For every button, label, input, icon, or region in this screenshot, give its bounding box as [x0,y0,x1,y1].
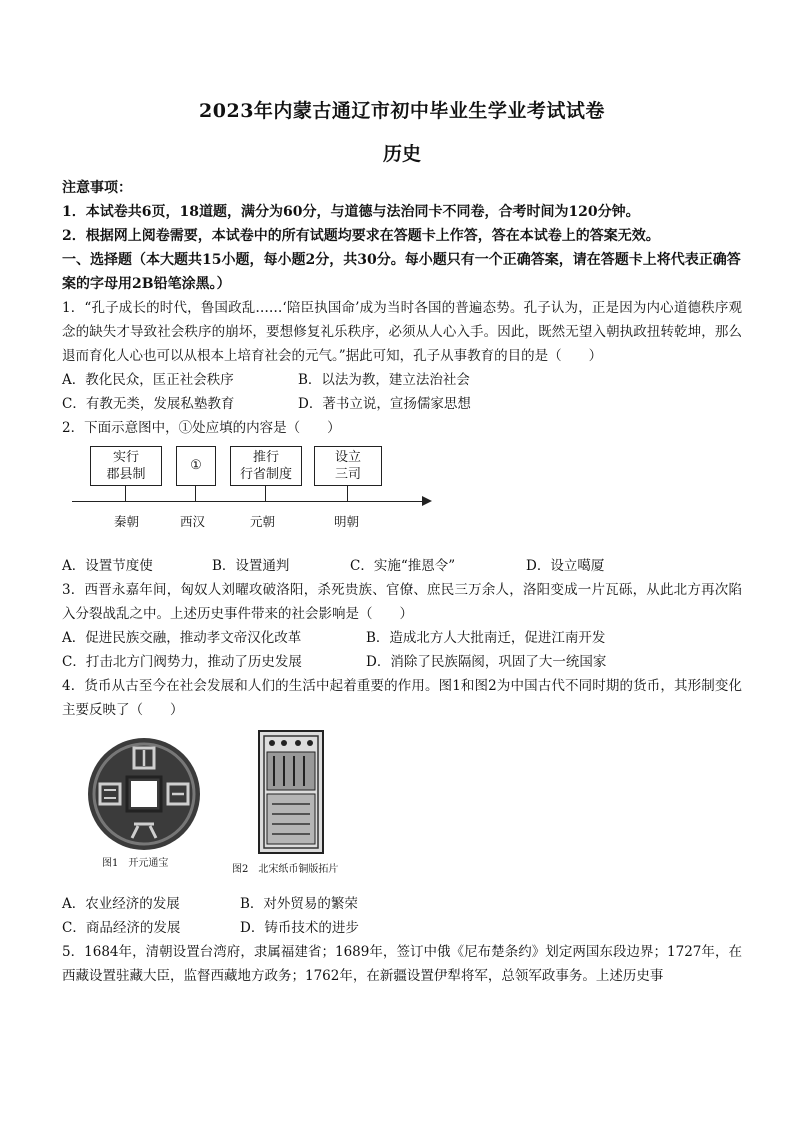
exam-title: 2023年内蒙古通辽市初中毕业生学业考试试卷 [199,100,605,122]
timeline-axis [72,501,427,502]
question-2-option-b: B．设置通判 [212,558,290,574]
question-4-options-row-1 [62,892,742,916]
timeline-stem [195,485,196,501]
question-1-option-b: B．以法为教，建立法治社会 [298,372,470,388]
question-2-option-c: C．实施“推恩令” [350,558,456,574]
timeline-box-yuan-line1: 推行 [252,450,279,465]
question-3-option-d: D．消除了民族隔阂，巩固了大一统国家 [366,654,607,670]
timeline-box-ming-line2: 三司 [334,467,361,482]
timeline-box-blank-mark: ① [190,458,202,473]
currency-figures [62,730,742,888]
timeline-box-yuan-line2: 行省制度 [239,467,292,482]
question-2-option-a: A．设置节度使 [62,558,153,574]
timeline-box-ming-line1: 设立 [334,450,361,465]
timeline-stem [125,485,126,501]
question-2-stem: 2．下面示意图中，①处应填的内容是（ ） [62,420,341,436]
timeline-arrow-icon [422,496,432,506]
timeline-label-ming: 明朝 [334,514,360,529]
figure-2-caption: 图2 北宋纸币铜版拓片 [232,864,339,875]
question-1-option-d: D．著书立说，宣扬儒家思想 [298,396,471,412]
question-1-options-row-2 [62,392,742,416]
timeline-stem [347,485,348,501]
note-item-2: 2．根据网上阅卷需要，本试卷中的所有试题均要求在答题卡上作答，答在本试卷上的答案无效。 [62,228,660,244]
figure-1-caption: 图1 开元通宝 [102,858,169,869]
question-3-option-a: A．促进民族交融，推动孝文帝汉化改革 [62,630,302,646]
question-2-option-d: D．设立噶厦 [526,558,605,574]
timeline-label-yuan: 元朝 [250,514,276,529]
timeline-box-yuan [230,446,302,486]
timeline-label-qin: 秦朝 [114,514,140,529]
question-3-option-c: C．打击北方门阀势力，推动了历史发展 [62,654,302,670]
note-item-1: 1．本试卷共6页，18道题，满分为60分，与道德与法治同卡不同卷，合考时间为120分钟。 [62,204,640,220]
timeline-box-blank [176,446,216,486]
question-1-option-c: C．有教无类，发展私塾教育 [62,396,235,412]
subject-title: 历史 [382,143,421,165]
question-3-options-row-2 [62,650,742,674]
question-3-options-row-1 [62,626,742,650]
question-2-options-row [62,554,742,578]
song-paper-money-plate-image [258,730,324,854]
question-4-option-c: C．商品经济的发展 [62,920,181,936]
timeline-box-ming [314,446,382,486]
timeline-box-qin [90,446,162,486]
kaiyuan-coin-image [84,734,204,854]
question-1-option-a: A．教化民众，匡正社会秩序 [62,372,234,388]
question-4-option-a: A．农业经济的发展 [62,896,180,912]
question-3-option-b: B．造成北方人大批南迁，促进江南开发 [366,630,606,646]
question-5-stem: 5．1684年，清朝设置台湾府，隶属福建省；1689年，签订中俄《尼布楚条约》划定两国东段边界；1727年，在西藏设置驻藏大臣，监督西藏地方政务；1762年，在新疆设置伊犁将军，总领军政事务。上述历史事 [62,944,742,984]
timeline-box-qin-line2: 郡县制 [106,467,146,482]
question-4-stem: 4．货币从古至今在社会发展和人们的生活中起着重要的作用。图1和图2为中国古代不同时期的货币，其形制变化主要反映了（ ） [62,678,742,718]
question-4-options-row-2 [62,916,742,940]
question-1-stem: 1．“孔子成长的时代，鲁国政乱……‘陪臣执国命’成为当时各国的普遍态势。孔子认为，正是因为内心道德秩序观念的缺失才导致社会秩序的崩坏，要想修复礼乐秩序，必须从人心入手。因此，既然无望入朝执政扭转乾坤，那么退而育化人心也可以从根本上培育社会的元气。”据此可知，孔子从事教育的目的是（ ） [62,300,742,364]
question-1-options-row-1 [62,368,742,392]
question-3-stem: 3．西晋永嘉年间，匈奴人刘曜攻破洛阳，杀死贵族、官僚、庶民三万余人，洛阳变成一片瓦砾，从此北方再次陷入分裂战乱之中。上述历史事件带来的社会影响是（ ） [62,582,742,622]
notes-heading: 注意事项： [62,180,132,196]
question-4-option-d: D．铸币技术的进步 [240,920,359,936]
question-4-option-b: B．对外贸易的繁荣 [240,896,358,912]
timeline-stem [265,485,266,501]
timeline-box-qin-line1: 实行 [112,450,139,465]
dynasty-timeline-diagram [62,446,742,550]
exam-page [62,96,742,988]
section-heading: 一、选择题（本大题共15小题，每小题2分，共30分。每小题只有一个正确答案，请在答题卡上将代表正确答案的字母用2B铅笔涂黑。） [62,252,741,292]
timeline-label-xihan: 西汉 [180,514,206,529]
